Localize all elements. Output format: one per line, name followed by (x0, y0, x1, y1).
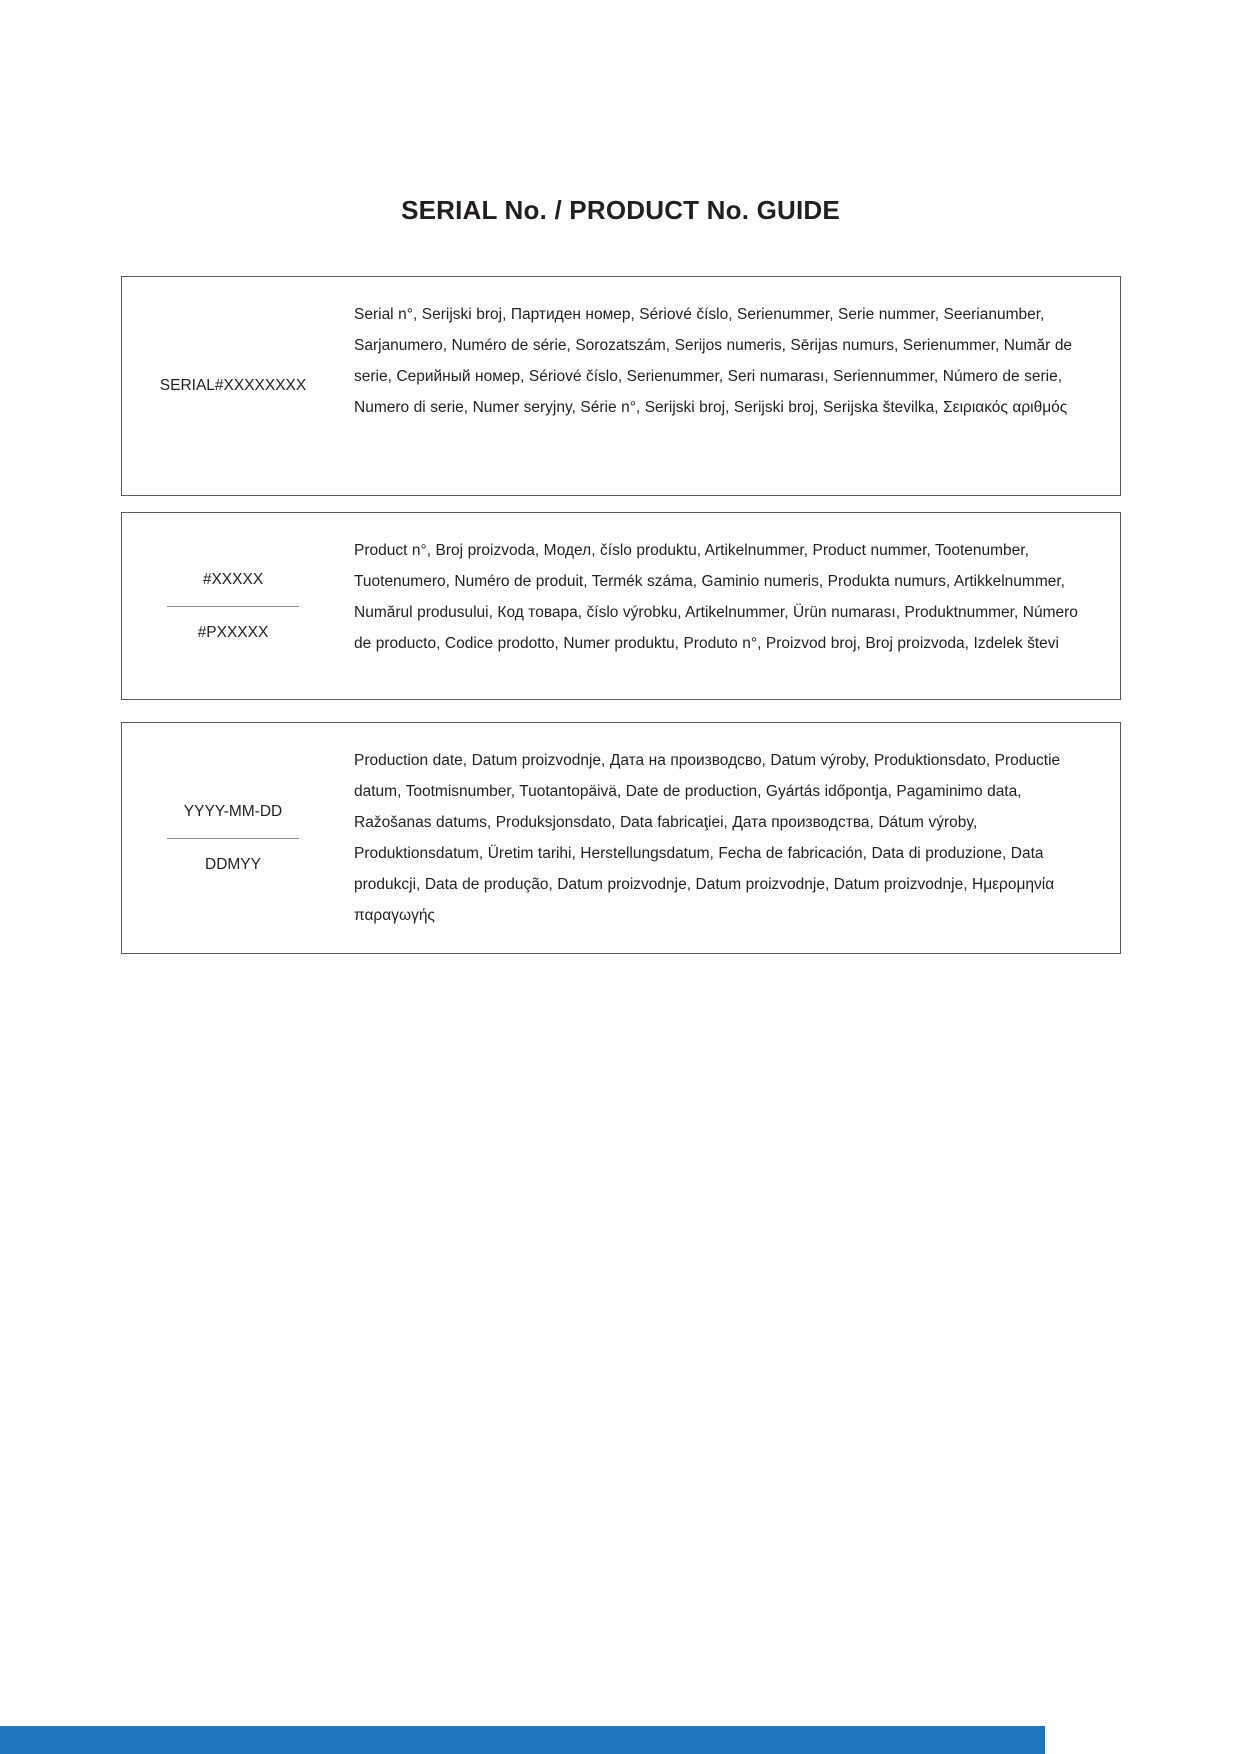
serial-number-section (121, 276, 1121, 496)
footer-bar-notch (1045, 1726, 1241, 1754)
label-divider (167, 606, 299, 607)
product-number-format-secondary: #PXXXXX (197, 623, 269, 641)
production-date-format-secondary: DDMYY (205, 855, 261, 873)
serial-number-translations: Serial n°, Serijski broj, Партиден номер, Sériové číslo, Serienummer, Serie nummer, Seerianumber, Sarjanumero, Numéro de série, Sorozatszám, Serijos numeris, Sērijas numurs, Serienummer, Număr de serie, Серийный номер, Sériové číslo, Serienummer, Seri numarası, Seriennummer, Número de serie, Numero di serie, Numer seryjny, Série n°, Serijski broj, Serijski broj, Serijska številka, Σειριακός αριθμός (354, 306, 1073, 416)
product-number-label-cell (122, 513, 344, 699)
footer-bar (0, 1726, 1241, 1754)
production-date-label-cell (122, 723, 344, 953)
production-date-translations: Production date, Datum proizvodnje, Дата на производсво, Datum výroby, Produktionsdato, Productie datum, Tootmisnumber, Tuotantopäivä, Date de production, Gyártás időpontja, Pagaminimo data, Ražošanas datums, Produksjonsdato, Data fabricaţiei, Дата производства, Dátum výroby, Produktionsdatum, Üretim tarihi, Herstellungsdatum, Fecha de fabricación, Data di produzione, Data produkcji, Data de produção, Datum proizvodnje, Datum proizvodnje, Datum proizvodnje, Ημερομηνία παραγωγής (354, 752, 1061, 924)
product-number-section (121, 512, 1121, 700)
product-number-translations: Product n°, Broj proizvoda, Модел, číslo produktu, Artikelnummer, Product nummer, Tootenumber, Tuotenumero, Numéro de produit, Termék száma, Gaminio numeris, Produkta numurs, Artikkelnummer, Numărul produsului, Код товара, číslo výrobku, Artikelnummer, Ürün numarası, Produktnummer, Número de producto, Codice prodotto, Numer produktu, Produto n°, Proizvod broj, Broj proizvoda, Izdelek števi (354, 542, 1078, 652)
product-number-format-primary: #XXXXX (202, 570, 264, 588)
serial-number-label-cell (122, 277, 344, 495)
production-date-section (121, 722, 1121, 954)
production-date-format-primary: YYYY-MM-DD (183, 802, 283, 820)
label-divider (167, 838, 299, 839)
serial-number-format: SERIAL#XXXXXXXX (159, 377, 307, 395)
page-title: SERIAL No. / PRODUCT No. GUIDE (401, 195, 840, 226)
